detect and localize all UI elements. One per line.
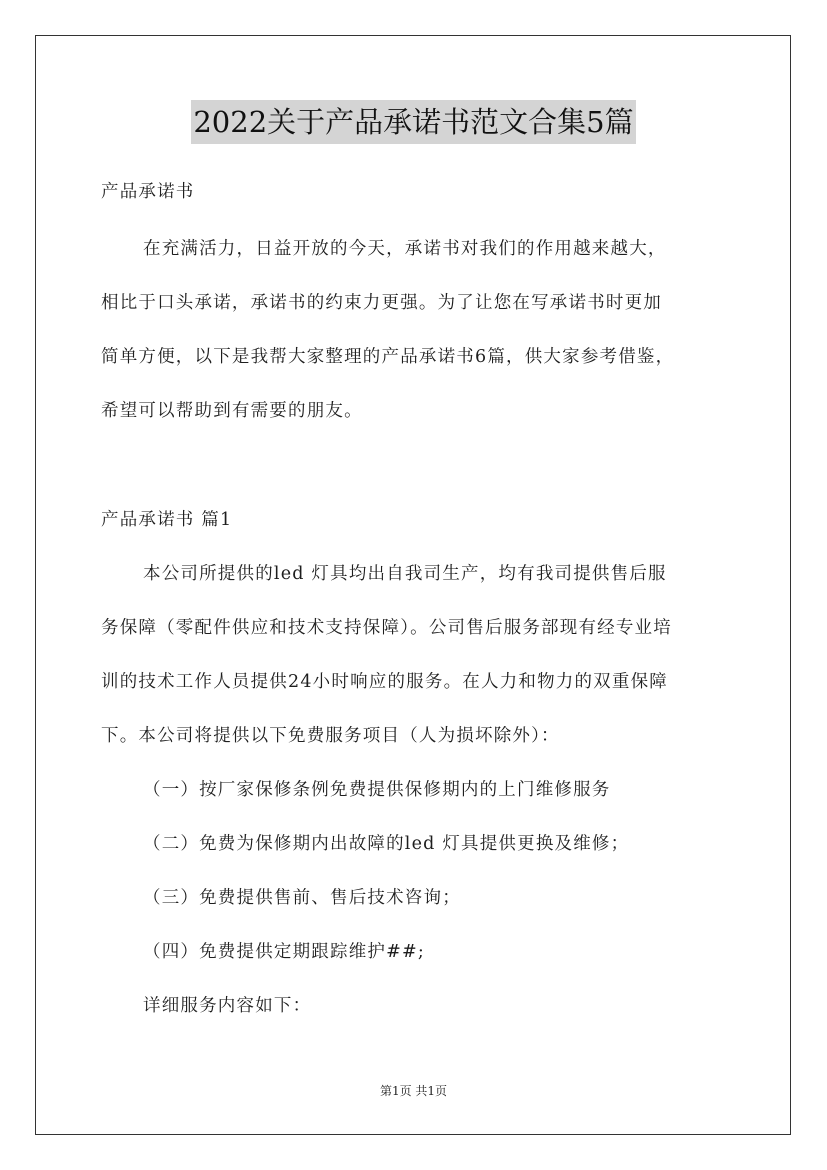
list-item: （四）免费提供定期跟踪维护##; <box>143 942 425 962</box>
section-heading: 产品承诺书 篇1 <box>101 510 233 530</box>
list-item: （一）按厂家保修条例免费提供保修期内的上门维修服务 <box>143 780 611 800</box>
section-heading: 产品承诺书 <box>101 182 195 202</box>
paragraph-line: 简单方便，以下是我帮大家整理的产品承诺书6篇，供大家参考借鉴， <box>101 347 675 367</box>
list-item: （三）免费提供售前、售后技术咨询； <box>143 888 461 908</box>
paragraph-line: 相比于口头承诺，承诺书的约束力更强。为了让您在写承诺书时更加 <box>101 293 662 313</box>
paragraph-line: 在充满活力，日益开放的今天，承诺书对我们的作用越来越大， <box>143 239 667 259</box>
paragraph-line: 本公司所提供的led 灯具均出自我司生产，均有我司提供售后服 <box>143 564 667 584</box>
paragraph-line: 训的技术工作人员提供24小时响应的服务。在人力和物力的双重保障 <box>101 672 668 692</box>
paragraph-line: 希望可以帮助到有需要的朋友。 <box>101 401 363 421</box>
page-footer: 第1页 共1页 <box>379 1084 448 1098</box>
paragraph-line: 下。本公司将提供以下免费服务项目（人为损坏除外）： <box>101 726 560 746</box>
title-container <box>0 100 827 144</box>
list-item: （二）免费为保修期内出故障的led 灯具提供更换及维修； <box>143 834 630 854</box>
paragraph-line: 务保障（零配件供应和技术支持保障）。公司售后服务部现有经专业培 <box>101 618 672 638</box>
paragraph-line: 详细服务内容如下： <box>143 996 312 1016</box>
document-title: 2022关于产品承诺书范文合集5篇 <box>191 100 635 144</box>
